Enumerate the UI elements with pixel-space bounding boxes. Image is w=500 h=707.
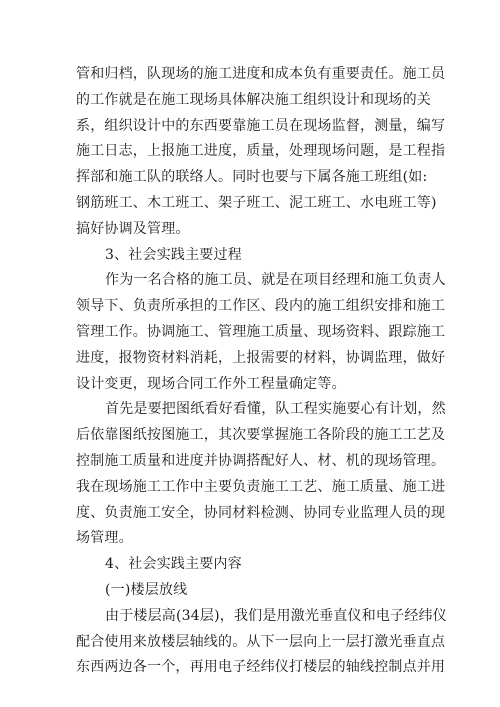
paragraph-line: 配合使用来放楼层轴线的。从下一层向上一层打激光垂直点 [76,633,446,650]
paragraph-line: 钢筋班工、木工班工、架子班工、泥工班工、水电班工等) [76,194,437,211]
paragraph-line: 度、负责施工安全，协同材料检测、协同专业监理人员的现 [76,504,446,521]
paragraph-line: 设计变更，现场合同工作外工程量确定等。 [76,375,346,392]
paragraph-line: 搞好协调及管理。 [76,220,190,237]
paragraph-line: 我在现场施工工作中主要负责施工工艺、施工质量、施工进 [76,478,446,495]
section-heading: 3、社会实践主要过程 [105,246,242,263]
paragraph-line: 作为一名合格的施工员、就是在项目经理和施工负责人 [105,272,446,289]
subsection-heading: (一)楼层放线 [105,581,188,598]
paragraph-line: 进度，报物资材料消耗，上报需要的材料，协调监理，做好 [76,349,446,366]
paragraph-line: 东西两边各一个，再用电子经纬仪打楼层的轴线控制点并用 [76,659,446,676]
paragraph-line: 挥部和施工队的联络人。同时也要与下属各施工班组(如: [76,169,428,186]
paragraph-line: 管和归档，队现场的施工进度和成本负有重要责任。施工员 [76,66,446,82]
paragraph-line: 后依靠图纸按图施工，其次要掌握施工各阶段的施工工艺及 [76,427,446,444]
section-heading: 4、社会实践主要内容 [105,556,242,573]
paragraph-line: 领导下、负责所承担的工作区、段内的施工组织安排和施工 [76,298,446,315]
paragraph-line: 施工日志，上报施工进度，质量，处理现场问题，是工程指 [76,143,446,160]
document-page [76,62,447,681]
paragraph-line: 由于楼层高(34层)，我们是用激光垂直仪和电子经纬仪 [105,607,447,624]
paragraph-line: 系，组织设计中的东西要靠施工员在现场监督，测量，编写 [76,117,446,134]
paragraph-line: 首先是要把图纸看好看懂，队工程实施要心有计划，然 [105,401,446,418]
paragraph-line: 管理工作。协调施工、管理施工质量、现场资料、跟踪施工 [76,323,446,340]
paragraph-line: 场管理。 [76,530,133,547]
paragraph-line: 的工作就是在施工现场具体解决施工组织设计和现场的关 [76,91,431,108]
paragraph-line: 控制施工质量和进度并协调搭配好人、材、机的现场管理。 [76,452,446,469]
